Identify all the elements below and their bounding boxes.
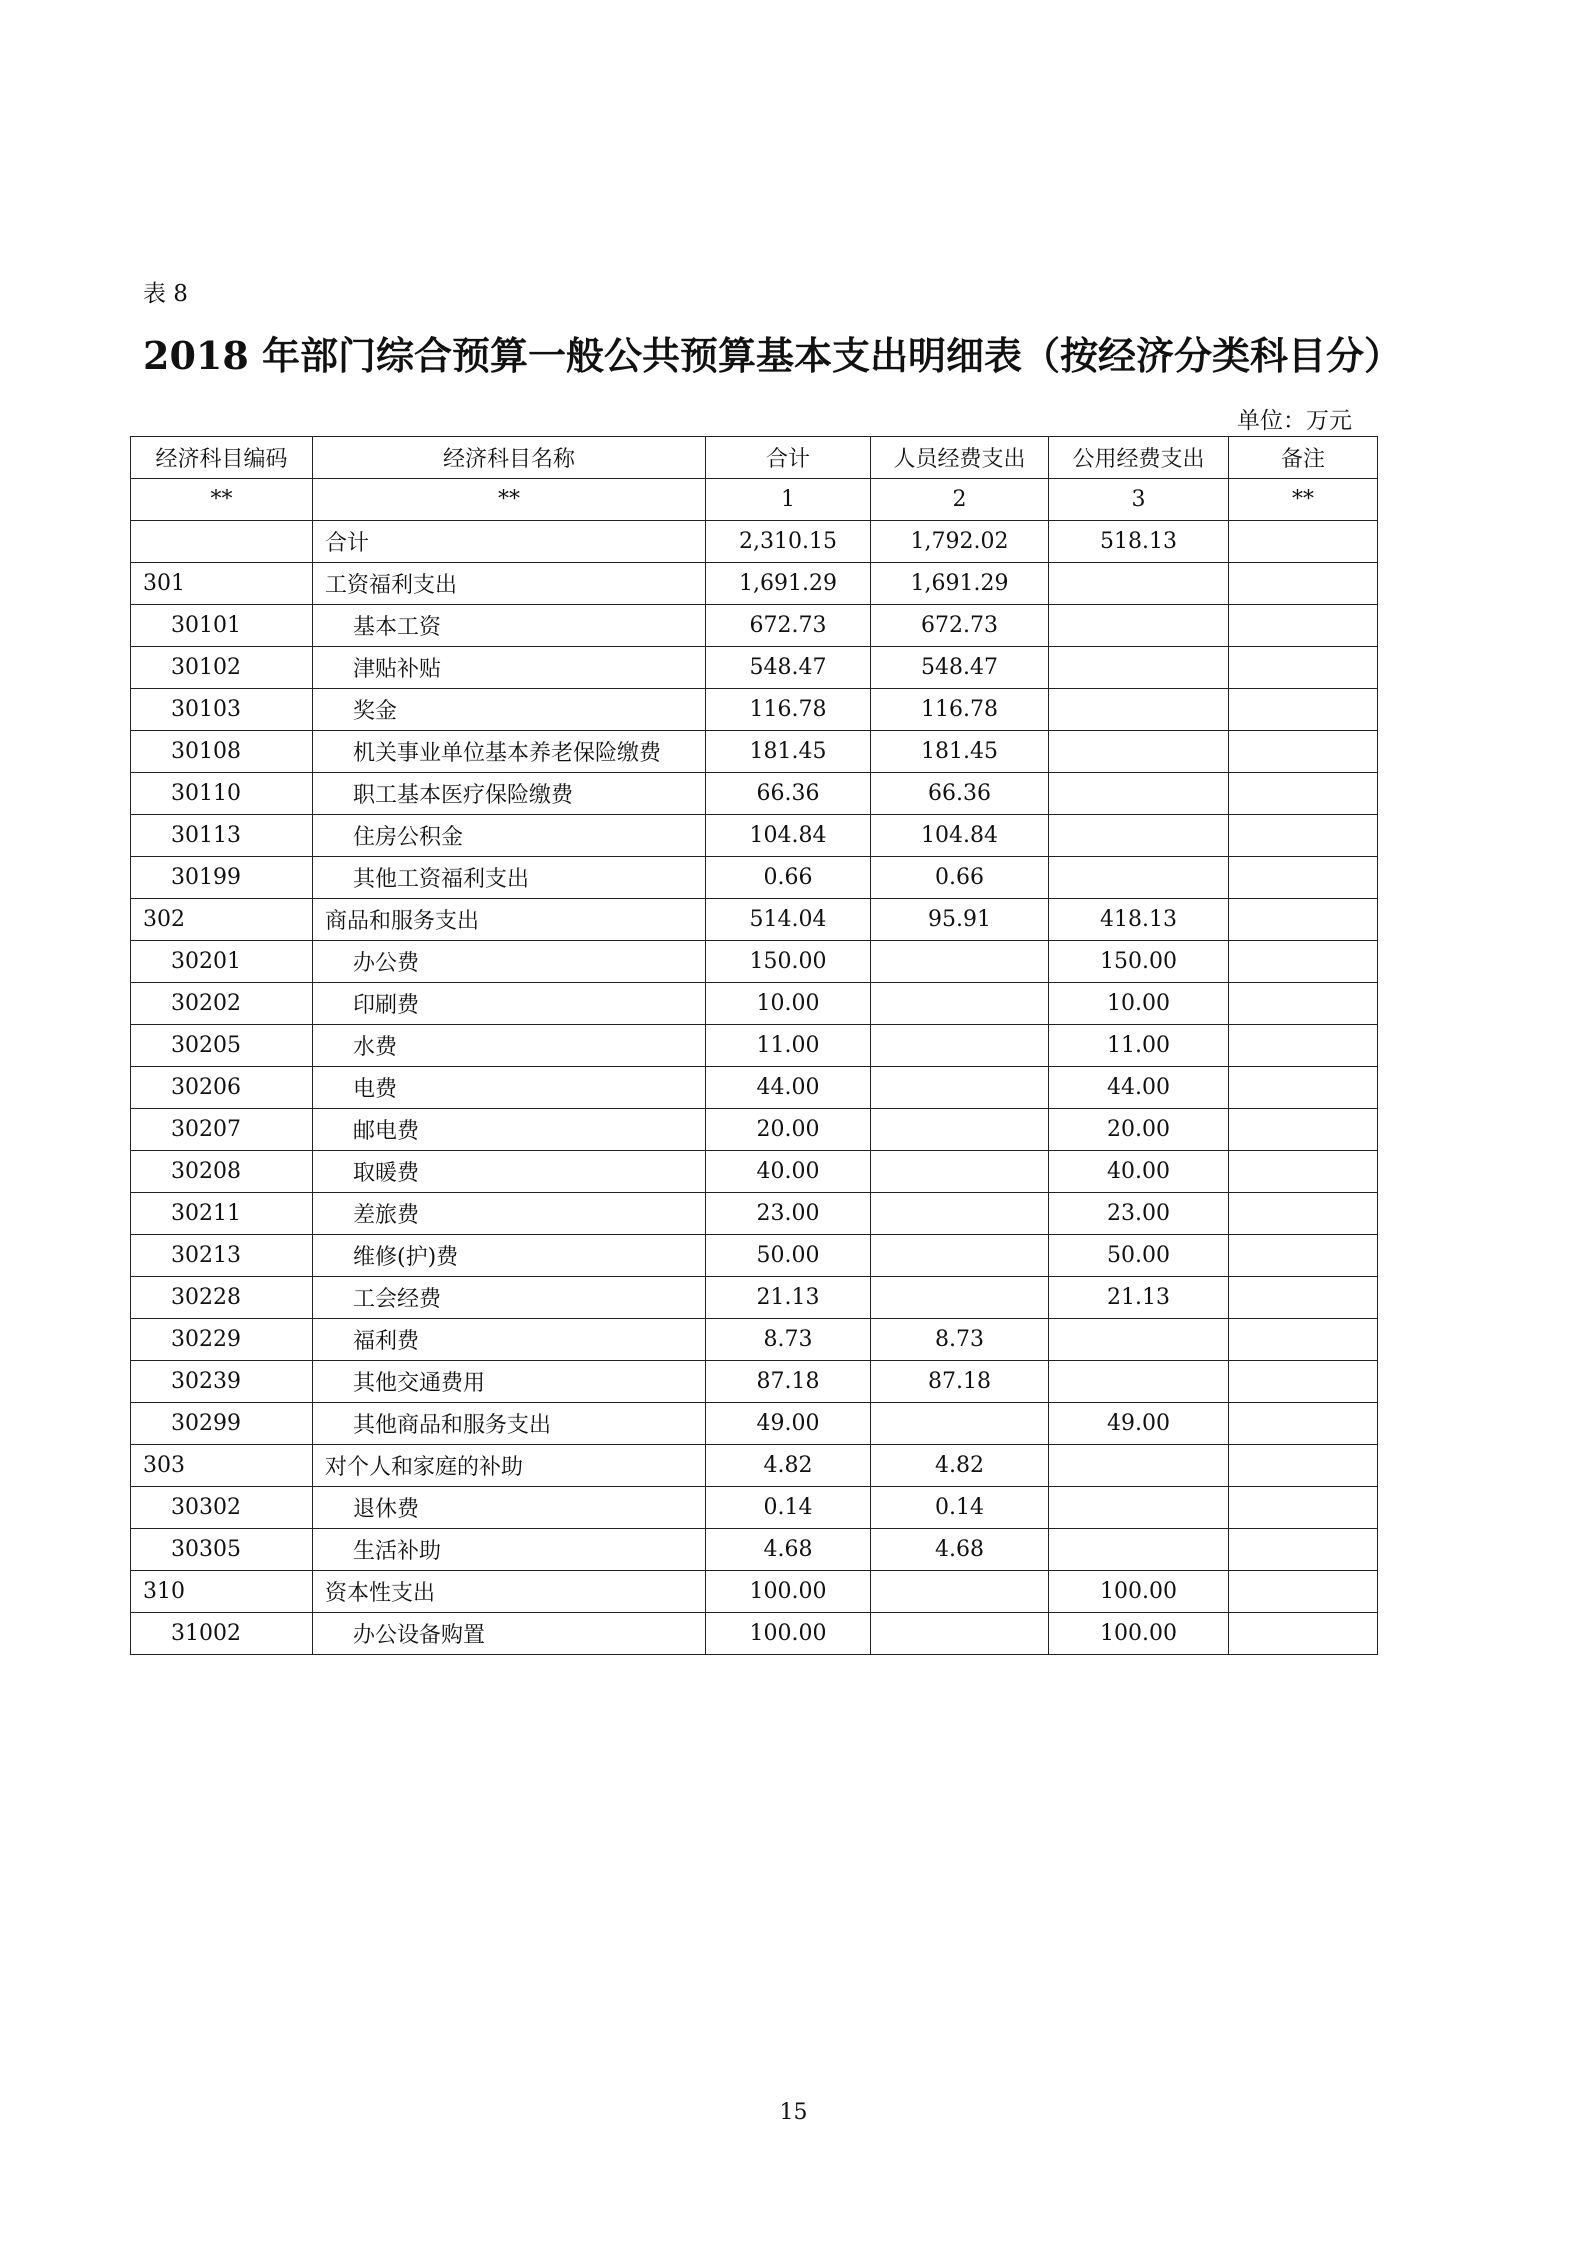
cell-public bbox=[1049, 1361, 1229, 1403]
table-row bbox=[131, 689, 1378, 731]
table-row bbox=[131, 1277, 1378, 1319]
cell-code: 30102 bbox=[131, 647, 313, 689]
cell-total: 104.84 bbox=[706, 815, 871, 857]
cell-personnel: 4.68 bbox=[871, 1529, 1049, 1571]
cell-name: 基本工资 bbox=[313, 605, 706, 647]
cell-personnel: 116.78 bbox=[871, 689, 1049, 731]
cell-total: 672.73 bbox=[706, 605, 871, 647]
table-row bbox=[131, 815, 1378, 857]
cell-remark bbox=[1229, 605, 1378, 647]
index-cell: ** bbox=[131, 479, 313, 521]
cell-total: 20.00 bbox=[706, 1109, 871, 1151]
cell-code: 30205 bbox=[131, 1025, 313, 1067]
table-row bbox=[131, 1193, 1378, 1235]
cell-public bbox=[1049, 773, 1229, 815]
cell-personnel: 66.36 bbox=[871, 773, 1049, 815]
cell-code: 30229 bbox=[131, 1319, 313, 1361]
cell-total: 100.00 bbox=[706, 1613, 871, 1655]
cell-personnel: 181.45 bbox=[871, 731, 1049, 773]
index-cell: 1 bbox=[706, 479, 871, 521]
table-row bbox=[131, 1403, 1378, 1445]
cell-total: 116.78 bbox=[706, 689, 871, 731]
index-cell: 3 bbox=[1049, 479, 1229, 521]
table-row bbox=[131, 1235, 1378, 1277]
cell-total: 150.00 bbox=[706, 941, 871, 983]
cell-remark bbox=[1229, 1403, 1378, 1445]
cell-name: 合计 bbox=[313, 521, 706, 563]
cell-total: 0.14 bbox=[706, 1487, 871, 1529]
cell-name: 差旅费 bbox=[313, 1193, 706, 1235]
cell-public: 100.00 bbox=[1049, 1571, 1229, 1613]
cell-total: 23.00 bbox=[706, 1193, 871, 1235]
cell-remark bbox=[1229, 983, 1378, 1025]
cell-personnel bbox=[871, 1403, 1049, 1445]
cell-remark bbox=[1229, 1487, 1378, 1529]
cell-public bbox=[1049, 689, 1229, 731]
table-row bbox=[131, 983, 1378, 1025]
cell-code: 310 bbox=[131, 1571, 313, 1613]
cell-public bbox=[1049, 605, 1229, 647]
cell-public: 49.00 bbox=[1049, 1403, 1229, 1445]
cell-remark bbox=[1229, 1445, 1378, 1487]
table-row bbox=[131, 1025, 1378, 1067]
cell-personnel bbox=[871, 1067, 1049, 1109]
cell-personnel bbox=[871, 941, 1049, 983]
unit-label: 单位：万元 bbox=[1237, 408, 1352, 434]
table-row bbox=[131, 1613, 1378, 1655]
cell-remark bbox=[1229, 941, 1378, 983]
cell-code: 30202 bbox=[131, 983, 313, 1025]
table-number: 表 8 bbox=[143, 281, 188, 307]
table-row bbox=[131, 731, 1378, 773]
cell-remark bbox=[1229, 1025, 1378, 1067]
cell-total: 548.47 bbox=[706, 647, 871, 689]
cell-total: 4.82 bbox=[706, 1445, 871, 1487]
cell-remark bbox=[1229, 731, 1378, 773]
cell-public: 44.00 bbox=[1049, 1067, 1229, 1109]
cell-code: 30206 bbox=[131, 1067, 313, 1109]
cell-code: 30207 bbox=[131, 1109, 313, 1151]
cell-public bbox=[1049, 1445, 1229, 1487]
cell-total: 2,310.15 bbox=[706, 521, 871, 563]
cell-public bbox=[1049, 815, 1229, 857]
table-row bbox=[131, 647, 1378, 689]
table-row bbox=[131, 1109, 1378, 1151]
cell-remark bbox=[1229, 773, 1378, 815]
cell-personnel bbox=[871, 1571, 1049, 1613]
cell-public: 11.00 bbox=[1049, 1025, 1229, 1067]
cell-public: 50.00 bbox=[1049, 1235, 1229, 1277]
cell-total: 21.13 bbox=[706, 1277, 871, 1319]
cell-remark bbox=[1229, 1151, 1378, 1193]
cell-total: 40.00 bbox=[706, 1151, 871, 1193]
table-row bbox=[131, 1571, 1378, 1613]
cell-total: 49.00 bbox=[706, 1403, 871, 1445]
cell-personnel: 548.47 bbox=[871, 647, 1049, 689]
cell-code: 30199 bbox=[131, 857, 313, 899]
cell-name: 电费 bbox=[313, 1067, 706, 1109]
table-body bbox=[131, 521, 1378, 1655]
cell-total: 11.00 bbox=[706, 1025, 871, 1067]
cell-public: 100.00 bbox=[1049, 1613, 1229, 1655]
cell-code: 30208 bbox=[131, 1151, 313, 1193]
cell-personnel bbox=[871, 1235, 1049, 1277]
cell-name: 维修(护)费 bbox=[313, 1235, 706, 1277]
cell-remark bbox=[1229, 1277, 1378, 1319]
cell-name: 其他商品和服务支出 bbox=[313, 1403, 706, 1445]
cell-total: 514.04 bbox=[706, 899, 871, 941]
table-row bbox=[131, 521, 1378, 563]
cell-remark bbox=[1229, 1067, 1378, 1109]
cell-code: 31002 bbox=[131, 1613, 313, 1655]
cell-total: 0.66 bbox=[706, 857, 871, 899]
cell-name: 工资福利支出 bbox=[313, 563, 706, 605]
page-number: 15 bbox=[779, 2100, 808, 2125]
cell-name: 商品和服务支出 bbox=[313, 899, 706, 941]
cell-public: 150.00 bbox=[1049, 941, 1229, 983]
table-row bbox=[131, 773, 1378, 815]
cell-name: 机关事业单位基本养老保险缴费 bbox=[313, 731, 706, 773]
index-cell: 2 bbox=[871, 479, 1049, 521]
table-row bbox=[131, 899, 1378, 941]
cell-code: 30213 bbox=[131, 1235, 313, 1277]
cell-total: 66.36 bbox=[706, 773, 871, 815]
cell-remark bbox=[1229, 1571, 1378, 1613]
table-row bbox=[131, 1067, 1378, 1109]
cell-code: 30299 bbox=[131, 1403, 313, 1445]
cell-public bbox=[1049, 1487, 1229, 1529]
cell-personnel: 1,691.29 bbox=[871, 563, 1049, 605]
cell-name: 生活补助 bbox=[313, 1529, 706, 1571]
cell-total: 10.00 bbox=[706, 983, 871, 1025]
cell-code: 30302 bbox=[131, 1487, 313, 1529]
cell-personnel bbox=[871, 983, 1049, 1025]
cell-code: 30103 bbox=[131, 689, 313, 731]
table-row bbox=[131, 941, 1378, 983]
cell-remark bbox=[1229, 1613, 1378, 1655]
cell-public bbox=[1049, 731, 1229, 773]
cell-personnel: 104.84 bbox=[871, 815, 1049, 857]
cell-code: 30110 bbox=[131, 773, 313, 815]
cell-remark bbox=[1229, 899, 1378, 941]
cell-personnel bbox=[871, 1613, 1049, 1655]
cell-personnel: 1,792.02 bbox=[871, 521, 1049, 563]
cell-personnel: 87.18 bbox=[871, 1361, 1049, 1403]
cell-name: 办公设备购置 bbox=[313, 1613, 706, 1655]
cell-public bbox=[1049, 857, 1229, 899]
cell-remark bbox=[1229, 857, 1378, 899]
cell-name: 资本性支出 bbox=[313, 1571, 706, 1613]
cell-public: 10.00 bbox=[1049, 983, 1229, 1025]
cell-remark bbox=[1229, 1319, 1378, 1361]
cell-name: 对个人和家庭的补助 bbox=[313, 1445, 706, 1487]
cell-name: 水费 bbox=[313, 1025, 706, 1067]
cell-name: 津贴补贴 bbox=[313, 647, 706, 689]
table-row bbox=[131, 1445, 1378, 1487]
cell-public bbox=[1049, 1319, 1229, 1361]
cell-remark bbox=[1229, 647, 1378, 689]
cell-personnel: 8.73 bbox=[871, 1319, 1049, 1361]
cell-public bbox=[1049, 647, 1229, 689]
index-cell: ** bbox=[1229, 479, 1378, 521]
cell-personnel: 0.66 bbox=[871, 857, 1049, 899]
cell-name: 奖金 bbox=[313, 689, 706, 731]
cell-personnel bbox=[871, 1109, 1049, 1151]
cell-remark bbox=[1229, 1529, 1378, 1571]
cell-name: 其他交通费用 bbox=[313, 1361, 706, 1403]
cell-name: 职工基本医疗保险缴费 bbox=[313, 773, 706, 815]
cell-name: 住房公积金 bbox=[313, 815, 706, 857]
cell-personnel: 672.73 bbox=[871, 605, 1049, 647]
cell-code: 30211 bbox=[131, 1193, 313, 1235]
cell-total: 181.45 bbox=[706, 731, 871, 773]
cell-code bbox=[131, 521, 313, 563]
cell-remark bbox=[1229, 815, 1378, 857]
cell-code: 30201 bbox=[131, 941, 313, 983]
cell-code: 30113 bbox=[131, 815, 313, 857]
cell-name: 办公费 bbox=[313, 941, 706, 983]
cell-public: 40.00 bbox=[1049, 1151, 1229, 1193]
cell-code: 30108 bbox=[131, 731, 313, 773]
cell-public: 518.13 bbox=[1049, 521, 1229, 563]
header-remark: 备注 bbox=[1229, 437, 1378, 479]
cell-total: 100.00 bbox=[706, 1571, 871, 1613]
header-row bbox=[131, 437, 1378, 479]
cell-total: 4.68 bbox=[706, 1529, 871, 1571]
cell-public: 21.13 bbox=[1049, 1277, 1229, 1319]
cell-remark bbox=[1229, 521, 1378, 563]
cell-name: 印刷费 bbox=[313, 983, 706, 1025]
cell-personnel bbox=[871, 1277, 1049, 1319]
cell-personnel bbox=[871, 1193, 1049, 1235]
cell-public: 418.13 bbox=[1049, 899, 1229, 941]
cell-remark bbox=[1229, 1235, 1378, 1277]
header-total: 合计 bbox=[706, 437, 871, 479]
cell-total: 8.73 bbox=[706, 1319, 871, 1361]
table-row bbox=[131, 857, 1378, 899]
cell-name: 福利费 bbox=[313, 1319, 706, 1361]
cell-personnel: 0.14 bbox=[871, 1487, 1049, 1529]
table-row bbox=[131, 1529, 1378, 1571]
cell-code: 301 bbox=[131, 563, 313, 605]
table-row bbox=[131, 1319, 1378, 1361]
table-row bbox=[131, 1487, 1378, 1529]
cell-personnel: 95.91 bbox=[871, 899, 1049, 941]
cell-remark bbox=[1229, 689, 1378, 731]
cell-remark bbox=[1229, 1361, 1378, 1403]
cell-total: 44.00 bbox=[706, 1067, 871, 1109]
cell-remark bbox=[1229, 563, 1378, 605]
budget-table bbox=[130, 436, 1378, 1655]
index-cell: ** bbox=[313, 479, 706, 521]
header-personnel: 人员经费支出 bbox=[871, 437, 1049, 479]
cell-name: 取暖费 bbox=[313, 1151, 706, 1193]
cell-code: 30305 bbox=[131, 1529, 313, 1571]
cell-personnel bbox=[871, 1151, 1049, 1193]
cell-name: 其他工资福利支出 bbox=[313, 857, 706, 899]
cell-remark bbox=[1229, 1193, 1378, 1235]
cell-total: 50.00 bbox=[706, 1235, 871, 1277]
table-row bbox=[131, 563, 1378, 605]
cell-name: 邮电费 bbox=[313, 1109, 706, 1151]
cell-code: 302 bbox=[131, 899, 313, 941]
index-row bbox=[131, 479, 1378, 521]
cell-remark bbox=[1229, 1109, 1378, 1151]
table-row bbox=[131, 605, 1378, 647]
cell-public: 23.00 bbox=[1049, 1193, 1229, 1235]
cell-public: 20.00 bbox=[1049, 1109, 1229, 1151]
cell-code: 30101 bbox=[131, 605, 313, 647]
header-code: 经济科目编码 bbox=[131, 437, 313, 479]
cell-personnel bbox=[871, 1025, 1049, 1067]
header-public: 公用经费支出 bbox=[1049, 437, 1229, 479]
cell-code: 303 bbox=[131, 1445, 313, 1487]
header-name: 经济科目名称 bbox=[313, 437, 706, 479]
table-row bbox=[131, 1361, 1378, 1403]
table-row bbox=[131, 1151, 1378, 1193]
cell-name: 退休费 bbox=[313, 1487, 706, 1529]
document-title: 2018 年部门综合预算一般公共预算基本支出明细表（按经济分类科目分） bbox=[143, 333, 1402, 378]
cell-public bbox=[1049, 1529, 1229, 1571]
cell-code: 30228 bbox=[131, 1277, 313, 1319]
cell-personnel: 4.82 bbox=[871, 1445, 1049, 1487]
cell-total: 1,691.29 bbox=[706, 563, 871, 605]
cell-code: 30239 bbox=[131, 1361, 313, 1403]
cell-public bbox=[1049, 563, 1229, 605]
cell-name: 工会经费 bbox=[313, 1277, 706, 1319]
cell-total: 87.18 bbox=[706, 1361, 871, 1403]
